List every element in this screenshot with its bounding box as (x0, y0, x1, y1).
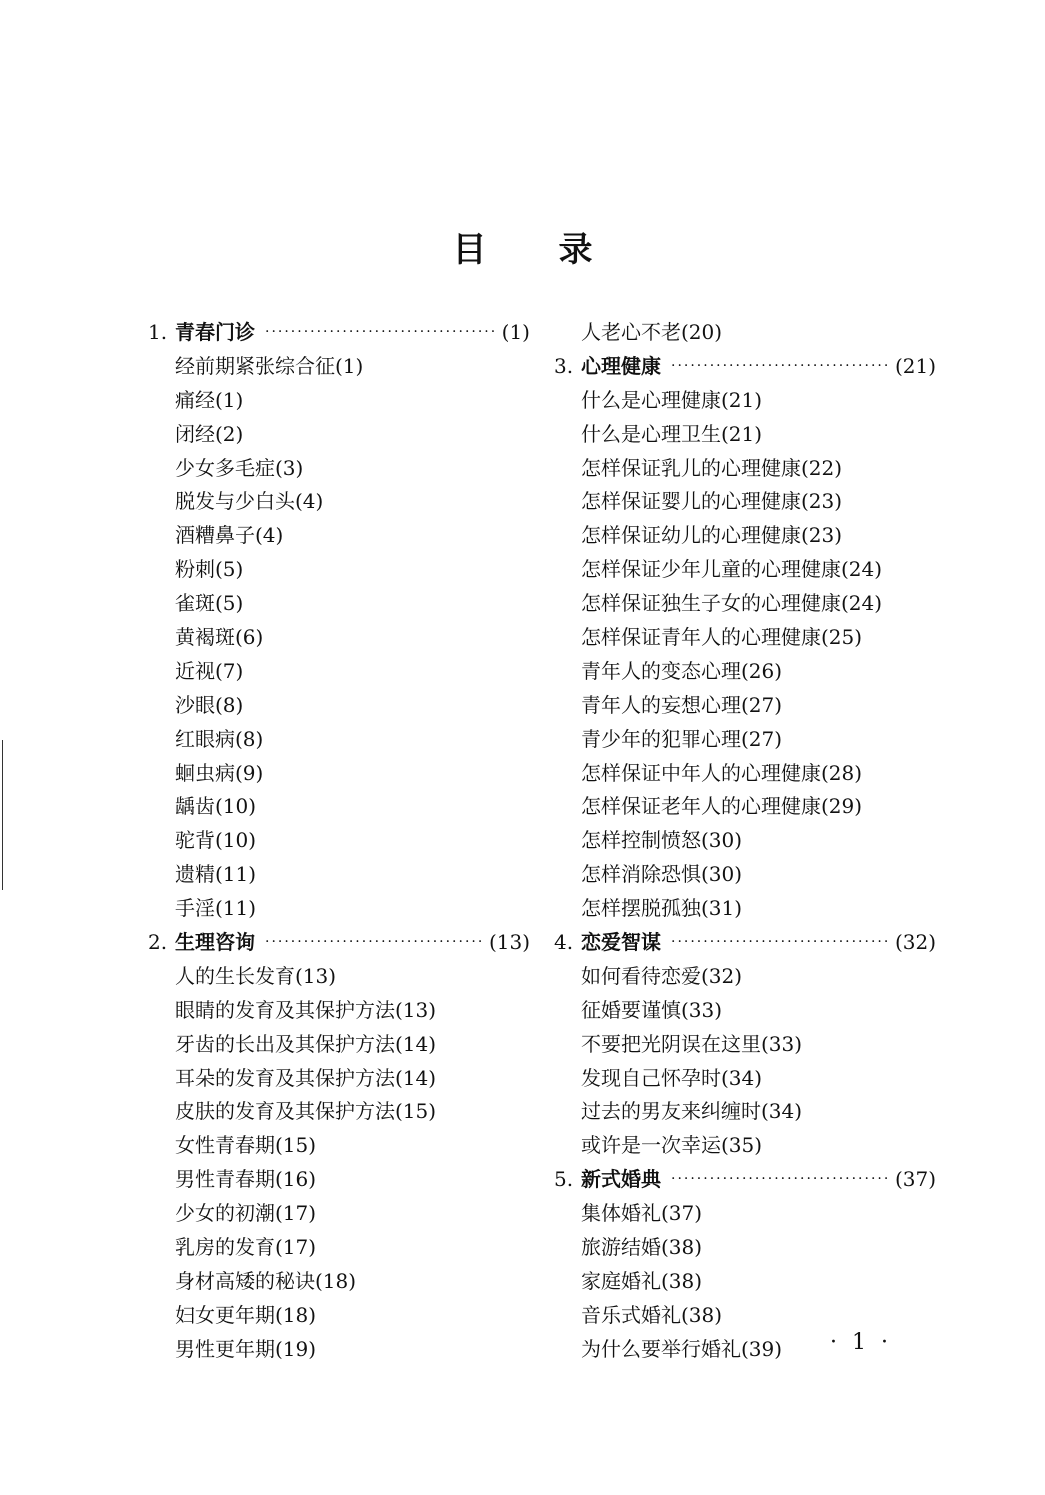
section-title: 青春门诊 (175, 320, 255, 344)
toc-entry: 乳房的发育(17) (175, 1235, 317, 1260)
toc-entry: 怎样保证青年人的心理健康(25) (581, 625, 863, 650)
toc-entry: 怎样保证少年儿童的心理健康(24) (581, 557, 883, 582)
toc-entry: 怎样控制愤怒(30) (581, 828, 743, 853)
toc-left-column (148, 316, 530, 1367)
toc-entry: 怎样保证乳儿的心理健康(22) (581, 455, 843, 480)
toc-entry: 男性青春期(16) (175, 1167, 317, 1192)
toc-section-heading (554, 1163, 936, 1197)
toc-entry: 龋齿(10) (175, 794, 257, 819)
toc-entry: 怎样摆脱孤独(31) (581, 896, 743, 921)
toc-entry: 如何看待恋爱(32) (581, 963, 743, 988)
scan-edge-line (2, 740, 3, 890)
dot-leader (671, 350, 889, 384)
section-page: (37) (894, 1167, 936, 1192)
toc-entry: 酒糟鼻子(4) (175, 523, 284, 548)
dot-leader (265, 316, 496, 350)
title-part-1: 目 (452, 230, 487, 270)
toc-section-heading (148, 926, 530, 960)
toc-section-heading (148, 316, 530, 350)
toc-entry: 集体婚礼(37) (581, 1201, 703, 1226)
section-number: 2. (148, 930, 168, 955)
section-number: 5. (554, 1167, 574, 1192)
toc-entry: 怎样保证中年人的心理健康(28) (581, 760, 863, 785)
toc-entry: 音乐式婚礼(38) (581, 1302, 723, 1327)
toc-entry: 过去的男友来纠缠时(34) (581, 1099, 803, 1124)
toc-entry: 皮肤的发育及其保护方法(15) (175, 1099, 437, 1124)
toc-entry: 青年人的妄想心理(27) (581, 692, 783, 717)
toc-entry: 征婚要谨慎(33) (581, 997, 723, 1022)
toc-entry: 身材高矮的秘诀(18) (175, 1268, 357, 1293)
title-part-2: 录 (558, 230, 593, 270)
toc-right-column (554, 316, 936, 1367)
toc-entry: 怎样保证独生子女的心理健康(24) (581, 591, 883, 616)
toc-entry: 女性青春期(15) (175, 1133, 317, 1158)
dot-leader (265, 926, 483, 960)
toc-entry: 家庭婚礼(38) (581, 1268, 703, 1293)
toc-entry: 怎样消除恐惧(30) (581, 862, 743, 887)
dot-leader (671, 926, 889, 960)
toc-entry: 遗精(11) (175, 862, 257, 887)
toc-entry: 近视(7) (175, 658, 244, 683)
toc-entry: 沙眼(8) (175, 692, 244, 717)
toc-entry: 眼睛的发育及其保护方法(13) (175, 997, 437, 1022)
toc-entry: 黄褐斑(6) (175, 625, 264, 650)
toc-entry: 不要把光阴误在这里(33) (581, 1031, 803, 1056)
toc-entry: 耳朵的发育及其保护方法(14) (175, 1065, 437, 1090)
section-number: 3. (554, 353, 574, 378)
section-title: 恋爱智谋 (581, 930, 661, 955)
section-title: 新式婚典 (581, 1167, 661, 1192)
toc-entry: 人的生长发育(13) (175, 963, 337, 988)
toc-entry: 旅游结婚(38) (581, 1235, 703, 1260)
toc-section-heading (554, 350, 936, 384)
toc-entry: 闭经(2) (175, 421, 244, 446)
toc-entry: 经前期紧张综合征(1) (175, 353, 364, 378)
toc-entry: 雀斑(5) (175, 591, 244, 616)
toc-entry: 男性更年期(19) (175, 1336, 317, 1361)
toc-entry: 什么是心理健康(21) (581, 387, 763, 412)
section-number: 1. (148, 320, 168, 344)
section-title: 生理咨询 (175, 930, 255, 955)
section-title: 心理健康 (581, 353, 661, 378)
toc-entry: 发现自己怀孕时(34) (581, 1065, 763, 1090)
toc-entry: 青少年的犯罪心理(27) (581, 726, 783, 751)
toc-entry: 或许是一次幸运(35) (581, 1133, 763, 1158)
page-title (0, 222, 1045, 271)
toc-entry: 怎样保证老年人的心理健康(29) (581, 794, 863, 819)
section-page: (13) (488, 930, 530, 955)
page-number: · 1 · (830, 1330, 892, 1355)
toc-entry: 怎样保证婴儿的心理健康(23) (581, 489, 843, 514)
section-number: 4. (554, 930, 574, 955)
toc-entry: 怎样保证幼儿的心理健康(23) (581, 523, 843, 548)
section-page: (21) (894, 353, 936, 378)
toc-entry: 手淫(11) (175, 896, 257, 921)
toc-entry: 少女的初潮(17) (175, 1201, 317, 1226)
toc-entry: 牙齿的长出及其保护方法(14) (175, 1031, 437, 1056)
toc-section-heading (554, 926, 936, 960)
toc-entry: 少女多毛症(3) (175, 455, 304, 480)
toc-entry: 为什么要举行婚礼(39) (581, 1336, 783, 1361)
toc-entry: 青年人的变态心理(26) (581, 658, 783, 683)
toc-entry: 什么是心理卫生(21) (581, 421, 763, 446)
toc-entry: 妇女更年期(18) (175, 1302, 317, 1327)
section-page: (32) (894, 930, 936, 955)
toc-entry: 蛔虫病(9) (175, 760, 264, 785)
toc-entry: 痛经(1) (175, 387, 244, 412)
toc-entry: 红眼病(8) (175, 726, 264, 751)
toc-entry: 人老心不老(20) (581, 320, 723, 344)
toc-entry: 脱发与少白头(4) (175, 489, 324, 514)
dot-leader (671, 1163, 889, 1197)
toc-entry: 粉刺(5) (175, 557, 244, 582)
section-page: (1) (501, 320, 530, 344)
toc-entry: 驼背(10) (175, 828, 257, 853)
